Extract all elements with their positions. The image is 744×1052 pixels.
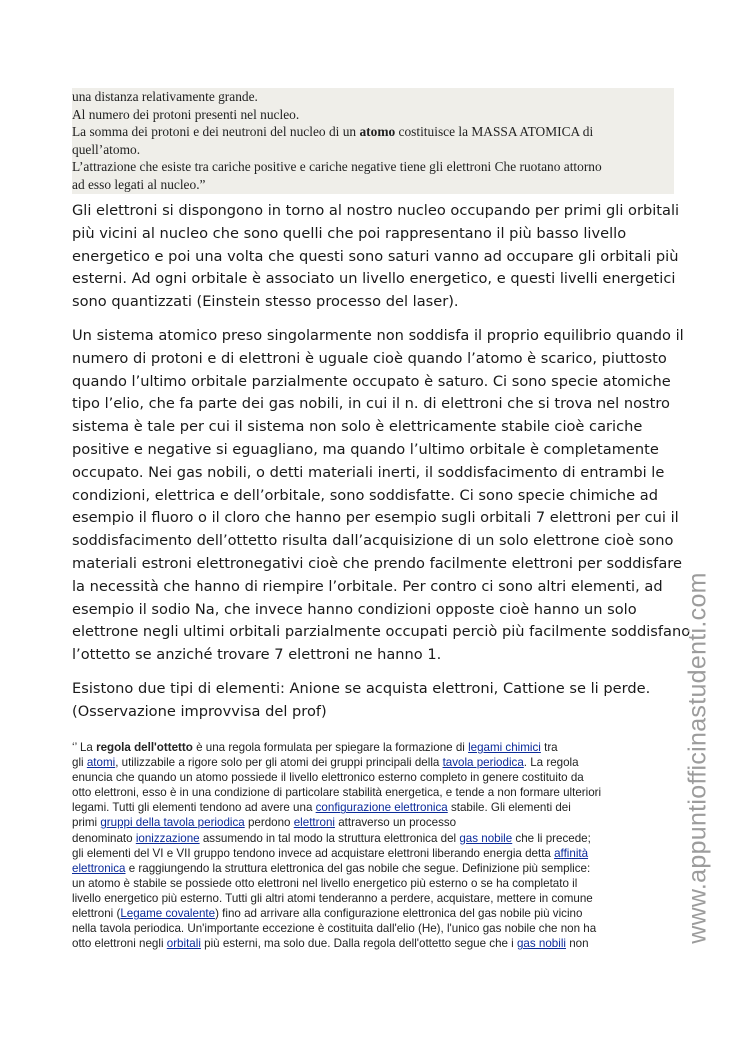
text-run: nella tavola periodica. Un'importante eccezione è costituita dall'elio (He), l'unico gas nobile che non ha bbox=[72, 922, 597, 936]
wiki-link[interactable]: ionizzazione bbox=[135, 831, 200, 845]
text-run: ) fino ad arrivare alla configurazione elettronica del gas nobile più vicino bbox=[215, 907, 583, 921]
text-line: quando l’ultimo orbitale parzialmente occupato è saturo. Ci sono specie atomiche bbox=[72, 372, 671, 390]
text-line: condizioni, elettrica e dell’orbitale, sono soddisfatte. Ci sono specie chimiche ad bbox=[72, 486, 659, 504]
text-run: Al numero dei protoni presenti nel nucleo. bbox=[72, 106, 300, 122]
text-run: , utilizzabile a rigore solo per gli atomi dei gruppi principali della bbox=[115, 756, 443, 770]
text-line: la necessità che hanno di riempire l’orbitale. Per contro ci sono altri elementi, ad bbox=[72, 577, 663, 595]
text-run: perdono bbox=[244, 816, 294, 830]
text-line bbox=[72, 123, 674, 141]
text-run: tra bbox=[540, 741, 558, 754]
text-run: non bbox=[565, 937, 589, 951]
wiki-link[interactable]: affinità bbox=[554, 846, 589, 860]
wiki-link[interactable]: Legame covalente bbox=[120, 907, 216, 921]
text-line: esterni. Ad ogni orbitale è associato un livello energetico, e questi livelli energetici bbox=[72, 270, 676, 288]
text-line bbox=[72, 785, 676, 800]
text-line: Esistono due tipi di elementi: Anione se acquista elettroni, Cattione se li perde. bbox=[72, 679, 651, 697]
text-line bbox=[72, 876, 676, 891]
text-line: numero di protoni e di elettroni è uguale cioè quando l’atomo è scarico, piuttosto bbox=[72, 349, 667, 367]
text-run: quell’atomo. bbox=[72, 141, 141, 157]
text-line bbox=[72, 921, 676, 936]
paragraph bbox=[72, 325, 691, 667]
text-line bbox=[72, 88, 674, 106]
wiki-excerpt bbox=[72, 740, 676, 951]
text-line bbox=[72, 831, 676, 846]
watermark-text: www.appuntiofficinastudenti.com bbox=[683, 572, 712, 944]
text-line: (Osservazione improvvisa del prof) bbox=[72, 702, 327, 720]
text-line bbox=[72, 755, 676, 770]
text-run: una distanza relativamente grande. bbox=[72, 89, 258, 104]
text-line bbox=[72, 740, 676, 755]
text-run: La somma dei protoni e dei neutroni del nucleo di un bbox=[72, 124, 360, 140]
text-run: livello energetico più esterno. Tutti gli altri atomi tenderanno a perdere, acquistare, mettere in comune bbox=[72, 891, 593, 905]
text-line bbox=[72, 141, 674, 159]
text-line: tipo l’elio, che fa parte dei gas nobili, in cui il n. di elettroni che si trova nel nostro bbox=[72, 395, 670, 413]
text-run: ad esso legati al nucleo.” bbox=[72, 176, 206, 192]
text-line bbox=[72, 176, 674, 194]
text-run: elettroni ( bbox=[72, 907, 121, 921]
wiki-link[interactable]: gruppi della tavola periodica bbox=[100, 816, 245, 830]
text-line: materiali estroni elettronegativi cioè che prendo facilmente elettroni per soddisfare bbox=[72, 554, 682, 572]
text-run: L’attrazione che esiste tra cariche positive e cariche negative tiene gli elettroni Che ruotano attorno bbox=[72, 159, 602, 175]
text-run: assumendo in tal modo la struttura elettronica del bbox=[199, 831, 460, 845]
text-run: è una regola formulata per spiegare la formazione di bbox=[192, 741, 469, 754]
text-run: denominato bbox=[72, 831, 136, 845]
wiki-link[interactable]: atomi bbox=[86, 756, 116, 770]
text-line: energetico e poi una volta che questi sono saturi vanno ad occupare gli orbitali più bbox=[72, 247, 679, 265]
text-line: sistema è tale per cui il sistema non solo è elettricamente stabile cioè cariche bbox=[72, 418, 643, 436]
text-run: e raggiungendo la struttura elettronica del gas nobile che segue. Definizione più semplice: bbox=[125, 861, 591, 875]
text-run: che li precede; bbox=[512, 831, 591, 845]
wiki-link[interactable]: gas nobile bbox=[459, 831, 513, 845]
paragraph bbox=[72, 678, 676, 724]
bold-term: regola dell'ottetto bbox=[96, 741, 193, 754]
text-line: Un sistema atomico preso singolarmente non soddisfa il proprio equilibrio quando il bbox=[72, 326, 684, 344]
text-line: elettrone negli ultimi orbitali parzialmente occupati perciò più facilmente soddisfano bbox=[72, 623, 691, 641]
text-run: . La regola bbox=[523, 756, 579, 770]
wiki-link[interactable]: gas nobili bbox=[516, 937, 566, 951]
bold-term: atomo bbox=[359, 124, 396, 140]
text-line bbox=[72, 891, 676, 906]
quoted-text-block bbox=[72, 88, 674, 194]
text-run: primi bbox=[72, 816, 101, 830]
text-run: un atomo è stabile se possiede otto elettroni nel livello energetico più esterno o se ha completato il bbox=[72, 876, 578, 890]
text-run: attraverso un processo bbox=[334, 816, 457, 830]
text-run: stabile. Gli elementi dei bbox=[447, 801, 571, 815]
text-line bbox=[72, 800, 676, 815]
text-line bbox=[72, 906, 676, 921]
text-run: costituisce la MASSA ATOMICA di bbox=[395, 124, 594, 140]
wiki-link[interactable]: legami chimici bbox=[468, 741, 541, 754]
text-run: otto elettroni, esso è in una condizione di particolare stabilità energetica, e tende a non formare ulteriori bbox=[72, 786, 602, 800]
text-line bbox=[72, 158, 674, 176]
wiki-link[interactable]: orbitali bbox=[166, 937, 201, 951]
text-run: gli bbox=[72, 756, 87, 770]
text-run: gli elementi del VI e VII gruppo tendono invece ad acquistare elettroni liberando energia detta bbox=[72, 846, 555, 860]
text-line: soddisfacimento dell’ottetto risulta dall’acquisizione di un solo elettrone cioè sono bbox=[72, 532, 674, 550]
text-run: ‘’ La bbox=[72, 741, 97, 754]
text-line: più vicini al nucleo che sono quelli che poi rappresentano il più basso livello bbox=[72, 224, 627, 242]
text-run: otto elettroni negli bbox=[72, 937, 167, 951]
text-run: enuncia che quando un atomo possiede il livello elettronico esterno completo in genere costituito da bbox=[72, 771, 584, 785]
text-line: positive e negative si eguagliano, ma quando l’ultimo orbitale è completamente bbox=[72, 440, 659, 458]
text-line bbox=[72, 770, 676, 785]
text-line bbox=[72, 861, 676, 876]
wiki-link[interactable]: configurazione elettronica bbox=[315, 801, 448, 815]
text-line bbox=[72, 106, 674, 124]
text-line: sono quantizzati (Einstein stesso processo del laser). bbox=[72, 293, 459, 311]
text-line: occupato. Nei gas nobili, o detti materiali inerti, il soddisfacimento di entrambi le bbox=[72, 463, 665, 481]
text-line: Gli elettroni si dispongono in torno al nostro nucleo occupando per primi gli orbitali bbox=[72, 202, 680, 219]
text-line bbox=[72, 846, 676, 861]
wiki-link[interactable]: tavola periodica bbox=[442, 756, 524, 770]
text-run: legami. Tutti gli elementi tendono ad avere una bbox=[72, 801, 316, 815]
text-line: esempio il sodio Na, che invece hanno condizioni opposte cioè hanno un solo bbox=[72, 600, 637, 618]
wiki-link[interactable]: elettronica bbox=[72, 861, 126, 875]
text-line: esempio il fluoro o il cloro che hanno per esempio sugli orbitali 7 elettroni per cui il bbox=[72, 509, 679, 527]
wiki-link[interactable]: elettroni bbox=[293, 816, 335, 830]
text-line bbox=[72, 815, 676, 830]
watermark bbox=[676, 560, 720, 956]
body-text bbox=[72, 200, 691, 735]
text-run: più esterni, ma solo due. Dalla regola dell'ottetto segue che i bbox=[200, 937, 517, 951]
paragraph bbox=[72, 200, 680, 314]
text-line bbox=[72, 936, 676, 951]
text-line: l’ottetto se anziché trovare 7 elettroni ne hanno 1. bbox=[72, 646, 442, 664]
